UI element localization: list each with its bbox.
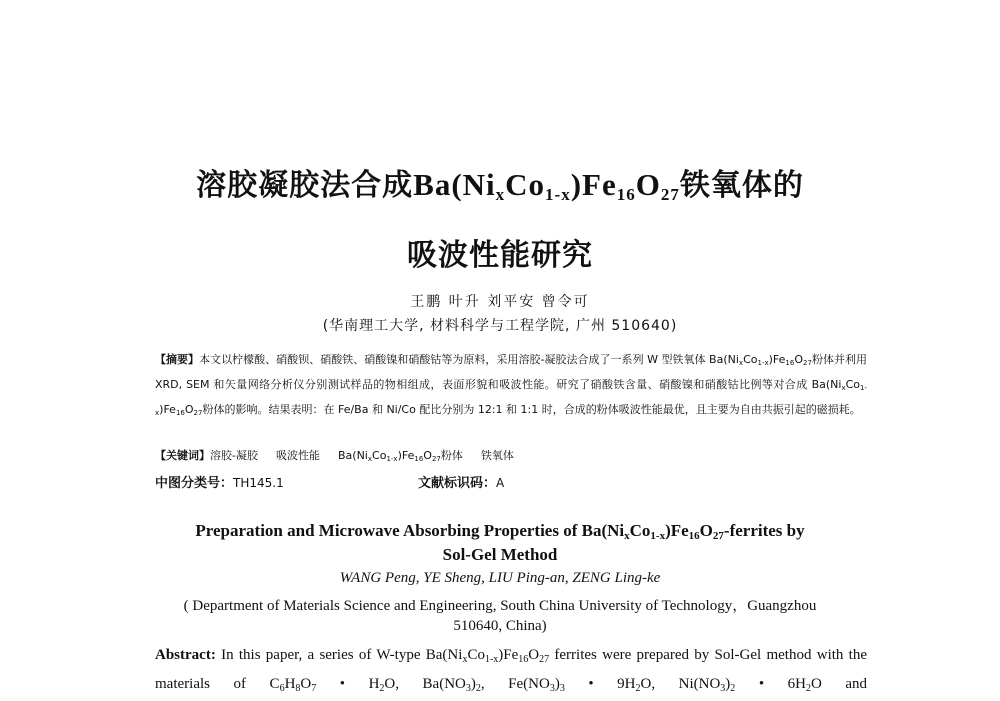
formula-sub: 16	[175, 409, 185, 417]
formula-sub: 2	[475, 683, 481, 694]
abstract-en-text: O and	[810, 676, 867, 692]
abstract-en-text: O, Ni(NO	[640, 676, 721, 692]
chinese-title-line-2: 吸波性能研究	[407, 238, 593, 273]
classification-value: TH145.1	[233, 476, 284, 490]
formula-sub: 2	[805, 683, 811, 694]
formula-part: Ba(Ni	[425, 647, 463, 663]
abstract-cn-text: 本文以柠檬酸、硝酸钡、硝酸铁、硝酸镍和硝酸钴等为原料，采用溶胶-凝胶法合成了一系列 W 型铁氧体	[199, 353, 706, 366]
formula-sub: 16	[688, 530, 700, 542]
document-code-label: 文献标识码：	[418, 476, 497, 491]
formula-part: O	[699, 521, 713, 540]
formula-part: Co	[467, 647, 485, 663]
formula-part: )Fe	[159, 403, 176, 416]
abstract-en-text: • 9H	[564, 676, 636, 692]
formula-part: )Fe	[570, 167, 617, 202]
formula-part: )Fe	[665, 521, 689, 540]
formula-part: Co	[845, 378, 861, 391]
affiliation-english-line-1: ( Department of Materials Science and Engineering, South China University of Technology，Guangzhou	[183, 598, 817, 614]
english-title-line-1	[0, 521, 1000, 542]
formula-sub: x	[495, 185, 506, 204]
formula-part: Ba(Ni	[811, 378, 842, 391]
formula-sub: 27	[539, 654, 550, 665]
keyword: 吸波性能	[275, 449, 320, 462]
formula-part: Co	[372, 449, 387, 462]
formula-sub: 1-x	[757, 359, 769, 367]
english-title-line-2: Sol-Gel Method	[442, 545, 558, 564]
formula-sub: 3	[549, 683, 555, 694]
en-title-suffix: -ferrites by	[723, 521, 805, 540]
formula-sub: 16	[785, 359, 795, 367]
formula-sub: 2	[635, 683, 641, 694]
formula-sub: 1-x	[155, 384, 868, 417]
formula-sub: x	[367, 455, 373, 463]
abstract-en-text: • 6H	[735, 676, 806, 692]
abstract-en-text: )	[554, 676, 560, 692]
title-formula	[413, 167, 680, 202]
formula-part: O	[423, 449, 432, 462]
formula-part: O	[184, 403, 194, 416]
affiliation-english-line-2: 510640, China)	[453, 618, 547, 634]
abstract-cn-label: 【摘要】	[155, 353, 200, 366]
en-title-formula	[582, 521, 724, 540]
formula-part: )Fe	[498, 647, 519, 663]
formula-sub: 27	[660, 185, 680, 204]
keywords-label: 【关键词】	[155, 449, 210, 462]
title-suffix: 铁氧体的	[679, 168, 804, 203]
abstract-en-text: )	[470, 676, 476, 692]
formula-part: Ba(Ni	[337, 449, 368, 462]
abstract-en-formula	[426, 647, 549, 663]
abstract-en-text: O, Ba(NO	[384, 676, 466, 692]
formula-sub: 2	[730, 683, 736, 694]
formula-part: Co	[743, 353, 758, 366]
formula-sub: x	[462, 654, 468, 665]
keyword: 铁氧体	[480, 449, 514, 462]
formula-part: Ba(Ni	[709, 353, 739, 366]
formula-sub: 3	[465, 683, 471, 694]
document-code	[418, 472, 504, 491]
abstract-cn-text: 粉体并利用 XRD, SEM 和矢量网络分析仪分别测试样品的物相组成，表面形貌和吸波性能。研究了硝酸铁含量、硝酸镍和硝酸钴比例等对合成	[155, 353, 868, 391]
abstract-cn-text: 粉体的影响。结果表明：在 Fe/Ba 和 Ni/Co 配比分别为 12:1 和 1:1 时，合成的粉体吸波性能最优，且主要为自由共振引起的磁损耗。	[202, 403, 861, 416]
formula-part: )Fe	[397, 449, 415, 462]
formula-sub: x	[841, 384, 846, 392]
formula-part: O	[528, 647, 540, 663]
formula-part: O	[300, 676, 312, 692]
classification-row	[155, 472, 867, 491]
formula-sub: 3	[720, 683, 726, 694]
formula-part: H	[284, 676, 296, 692]
formula-part: Ba(Ni	[581, 521, 625, 540]
formula-sub: x	[738, 359, 744, 367]
formula-sub: 27	[803, 359, 812, 367]
abstract-english	[155, 643, 867, 701]
en-title-prefix: Preparation and Microwave Absorbing Properties of	[195, 521, 578, 540]
abstract-chinese	[155, 349, 867, 424]
formula-sub: 1-x	[484, 654, 499, 665]
classification-label: 中图分类号：	[155, 476, 234, 491]
abstract-en-text: • H	[316, 676, 380, 692]
authors-chinese: 王鹏 叶升 刘平安 曾令可	[410, 294, 590, 310]
chinese-title-line-1	[0, 160, 1000, 205]
formula-sub: 27	[431, 455, 441, 463]
formula-sub: 1-x	[545, 185, 571, 204]
formula-sub: 2	[379, 683, 385, 694]
formula-sub: 16	[414, 455, 424, 463]
abstract-cn-formula-1	[709, 353, 812, 366]
document-code-value: A	[496, 476, 505, 490]
formula-part: Ba(Ni	[413, 167, 496, 202]
formula-sub: 1-x	[386, 455, 398, 463]
formula-sub: 27	[712, 530, 724, 542]
keyword-formula	[338, 449, 463, 462]
abstract-en-text: ferrites were prepared by Sol-Gel method with the materials of C	[155, 647, 867, 692]
formula-sub: 16	[616, 185, 636, 204]
keyword-suffix: 粉体	[440, 449, 463, 462]
formula-part: Co	[505, 167, 546, 202]
formula-part: )Fe	[768, 353, 786, 366]
abstract-en-text: , Fe(NO	[480, 676, 550, 692]
formula-sub: x	[624, 530, 630, 542]
abstract-en-label: Abstract:	[155, 647, 216, 663]
title-prefix: 溶胶凝胶法合成	[196, 168, 414, 203]
formula-sub: 3	[559, 683, 565, 694]
formula-sub: 27	[193, 409, 203, 417]
formula-part: O	[635, 167, 661, 202]
formula-sub: 8	[295, 683, 301, 694]
authors-english: WANG Peng, YE Sheng, LIU Ping-an, ZENG Ling-ke	[339, 570, 661, 586]
abstract-en-text: In this paper, a series of W-type	[215, 647, 426, 663]
formula-sub: 16	[518, 654, 529, 665]
affiliation-chinese: (华南理工大学, 材料科学与工程学院, 广州 510640)	[322, 318, 678, 334]
formula-part: O	[794, 353, 804, 366]
keyword: 溶胶-凝胶	[210, 449, 258, 462]
keywords-chinese	[155, 447, 532, 463]
abstract-en-text: )	[725, 676, 731, 692]
formula-part: Co	[629, 521, 651, 540]
formula-sub: 7	[311, 683, 317, 694]
formula-sub: 1-x	[650, 530, 666, 542]
formula-sub: 6	[279, 683, 285, 694]
